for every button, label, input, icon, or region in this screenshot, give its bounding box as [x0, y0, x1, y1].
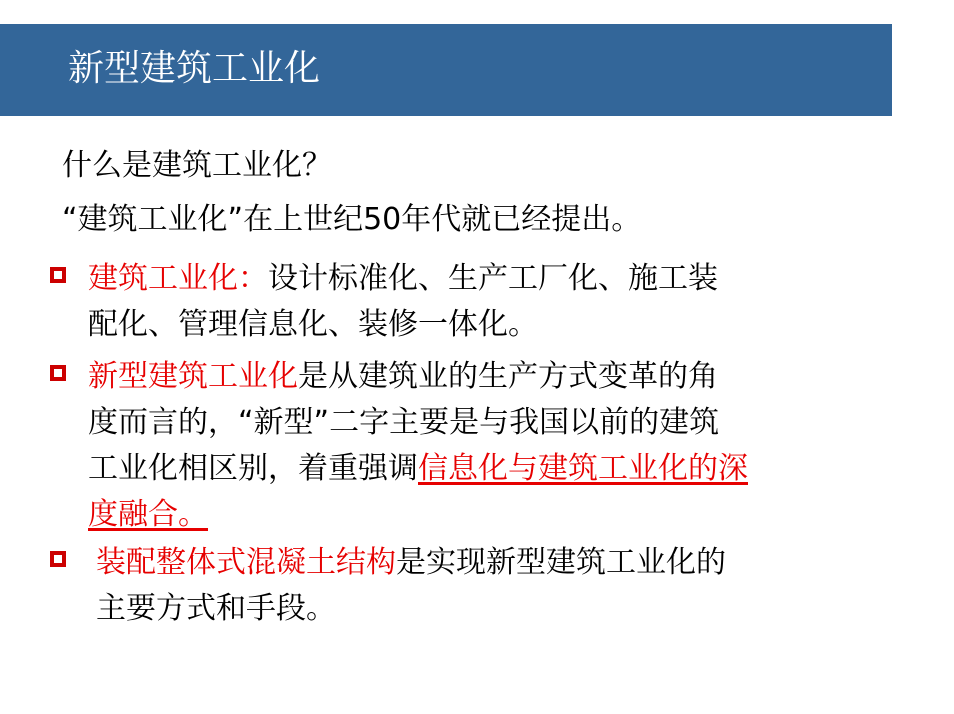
intro-question: 什么是建筑工业化？ [62, 148, 332, 183]
bullet-line [96, 540, 926, 586]
highlight-term: 建筑工业化： [88, 261, 268, 296]
body-text: 工业化相区别，着重强调 [88, 451, 418, 486]
intro-history: “建筑工业化”在上世纪50年代就已经提出。 [62, 202, 642, 237]
bullet-line: 配化、管理信息化、装修一体化。 [88, 307, 538, 342]
bullet-line [88, 446, 918, 492]
highlight-term: 新型建筑工业化 [88, 359, 298, 394]
bullet-line [88, 492, 918, 538]
square-checkbox-icon [50, 267, 66, 283]
bullet-line [88, 354, 918, 400]
bullet-line [88, 256, 918, 302]
underlined-emphasis: 信息化与建筑工业化的深 [418, 451, 748, 486]
bullet-text [96, 540, 926, 632]
square-checkbox-icon [50, 551, 66, 567]
bullet-line: 主要方式和手段。 [96, 591, 336, 626]
bullet-text [88, 256, 918, 348]
page-title: 新型建筑工业化 [68, 48, 321, 89]
square-checkbox-icon [50, 365, 66, 381]
underlined-emphasis: 度融合。 [88, 497, 208, 532]
bullet-text [88, 354, 918, 538]
body-text: 设计标准化、生产工厂化、施工装 [268, 261, 718, 296]
bullet-line: 度而言的，“新型”二字主要是与我国以前的建筑 [88, 405, 720, 440]
title-bar [0, 24, 892, 116]
body-text: 是从建筑业的生产方式变革的角 [298, 359, 718, 394]
body-text: 是实现新型建筑工业化的 [396, 545, 726, 580]
highlight-term: 装配整体式混凝土结构 [96, 545, 396, 580]
